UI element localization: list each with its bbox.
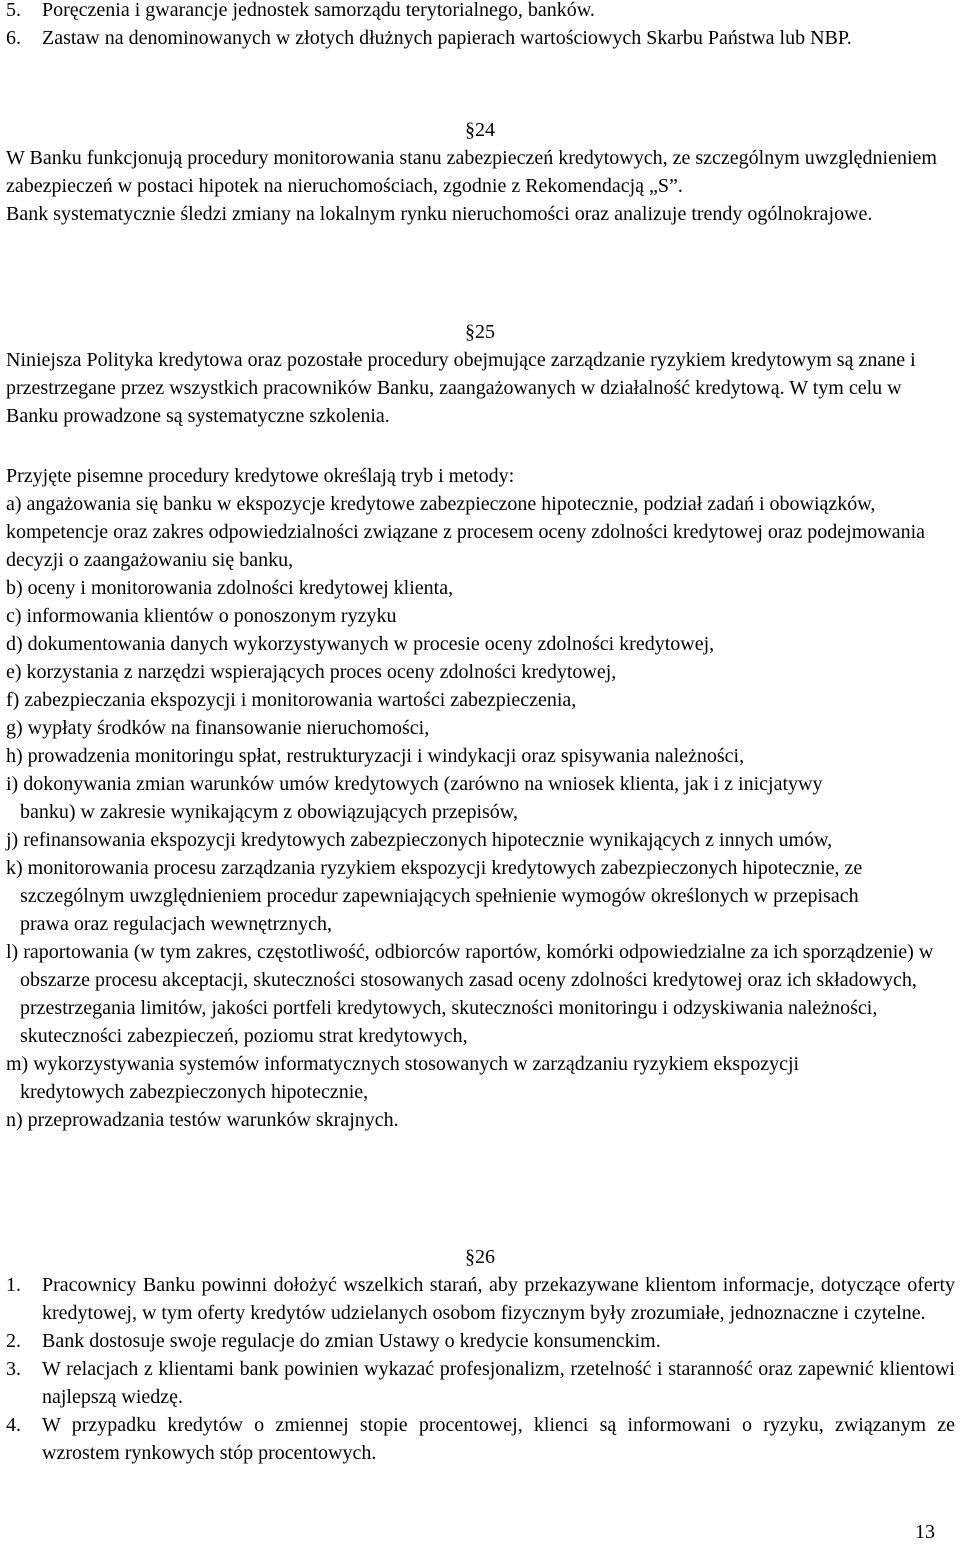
list-item: l) raportowania (w tym zakres, częstotliwość, odbiorców raportów, komórki odpowiedzialne za ich sporządzenie) w obszarze procesu akceptacji, skuteczności stosowanych zasad oceny zdolności kredytowej oraz ich składowych, przestrzegania limitów, jakości portfeli kredytowych, skuteczności monitoringu i odzyskiwania należności, skuteczności zabezpieczeń, poziomu strat kredytowych, (6, 941, 934, 1047)
list-item: g) wypłaty środków na finansowanie nieruchomości, (6, 717, 430, 739)
list-item-text: W przypadku kredytów o zmiennej stopie procentowej, klienci są informowani o ryzyku, związanym ze wzrostem rynkowych stóp procentowych. (42, 1414, 955, 1464)
list-item: b) oceny i monitorowania zdolności kredytowej klienta, (6, 577, 454, 599)
top-numbered-list (0, 0, 955, 52)
list-item: n) przeprowadzania testów warunków skrajnych. (6, 1109, 399, 1131)
section-heading-25: §25 (465, 321, 495, 343)
list-item: k) monitorowania procesu zarządzania ryzykiem ekspozycji kredytowych zabezpieczonych hipotecznie, ze szczególnym uwzględnieniem procedur zapewniających spełnienie wymogów określonych w przepisach prawa oraz regulacjach wewnętrznych, (6, 857, 863, 935)
section-26-list (0, 1271, 955, 1467)
list-item: a) angażowania się banku w ekspozycje kredytowe zabezpieczone hipotecznie, podział zadań i obowiązków, kompetencje oraz zakres odpowiedzialności związane z procesem oceny zdolności kredytowej oraz podejmowania decyzji o zaangażowaniu się banku, (6, 493, 926, 571)
page-number: 13 (915, 1521, 935, 1543)
list-item (0, 0, 955, 24)
list-item-number: 2. (6, 1330, 21, 1352)
list-lead: Przyjęte pisemne procedury kredytowe określają tryb i metody: (6, 465, 515, 487)
list-item-number: 4. (6, 1414, 21, 1436)
list-item: m) wykorzystywania systemów informatycznych stosowanych w zarządzaniu ryzykiem ekspozycji kredytowych zabezpieczonych hipotecznie, (6, 1053, 800, 1103)
list-item: f) zabezpieczania ekspozycji i monitorowania wartości zabezpieczenia, (6, 689, 577, 711)
section-25-intro (6, 346, 921, 430)
list-item-text: Poręczenia i gwarancje jednostek samorządu terytorialnego, banków. (42, 0, 595, 21)
list-item: d) dokumentowania danych wykorzystywanych w procesie oceny zdolności kredytowej, (6, 633, 715, 655)
list-item (0, 1271, 955, 1327)
list-item: h) prowadzenia monitoringu spłat, restrukturyzacji i windykacji oraz spisywania należności, (6, 745, 745, 767)
list-item-text: Bank dostosuje swoje regulacje do zmian Ustawy o kredycie konsumenckim. (42, 1330, 661, 1352)
section-heading-24: §24 (465, 119, 495, 141)
list-item-text: Pracownicy Banku powinni dołożyć wszelkich starań, aby przekazywane klientom informacje, dotyczące oferty kredytowej, w tym oferty kredytów udzielanych osobom fizycznym były zrozumiałe, jednoznaczne i czytelne. (42, 1274, 955, 1324)
paragraph: W Banku funkcjonują procedury monitorowania stanu zabezpieczeń kredytowych, ze szczególnym uwzględnieniem zabezpieczeń w postaci hipotek na nieruchomościach, zgodnie z Rekomendacją „S”. (6, 147, 937, 197)
paragraph: Niniejsza Polityka kredytowa oraz pozostałe procedury obejmujące zarządzanie ryzykiem kredytowym są znane i przestrzegane przez wszystkich pracowników Banku, zaangażowanych w działalność kredytową. W tym celu w Banku prowadzone są systematyczne szkolenia. (6, 349, 916, 427)
list-item: e) korzystania z narzędzi wspierających proces oceny zdolności kredytowej, (6, 661, 617, 683)
list-item (0, 1355, 955, 1411)
list-item: j) refinansowania ekspozycji kredytowych zabezpieczonych hipotecznie wynikających z innych umów, (6, 829, 833, 851)
list-item-number: 6. (6, 27, 21, 49)
list-item (0, 1327, 955, 1355)
section-heading-26: §26 (465, 1246, 495, 1268)
paragraph: Bank systematycznie śledzi zmiany na lokalnym rynku nieruchomości oraz analizuje trendy ogólnokrajowe. (6, 203, 873, 225)
list-item-number: 5. (6, 0, 21, 21)
list-item-text: Zastaw na denominowanych w złotych dłużnych papierach wartościowych Skarbu Państwa lub NBP. (42, 27, 852, 49)
list-item-number: 3. (6, 1358, 21, 1380)
list-item: c) informowania klientów o ponoszonym ryzyku (6, 605, 397, 627)
section-25-list (6, 462, 951, 1134)
list-item (0, 1411, 955, 1467)
list-item: i) dokonywania zmian warunków umów kredytowych (zarówno na wniosek klienta, jak i z inicjatywy banku) w zakresie wynikającym z obowiązujących przepisów, (6, 773, 823, 823)
section-24-body (6, 144, 946, 228)
list-item-number: 1. (6, 1274, 21, 1296)
list-item (0, 24, 922, 52)
list-item-text: W relacjach z klientami bank powinien wykazać profesjonalizm, rzetelność i staranność oraz zapewnić klientowi najlepszą wiedzę. (42, 1358, 955, 1408)
